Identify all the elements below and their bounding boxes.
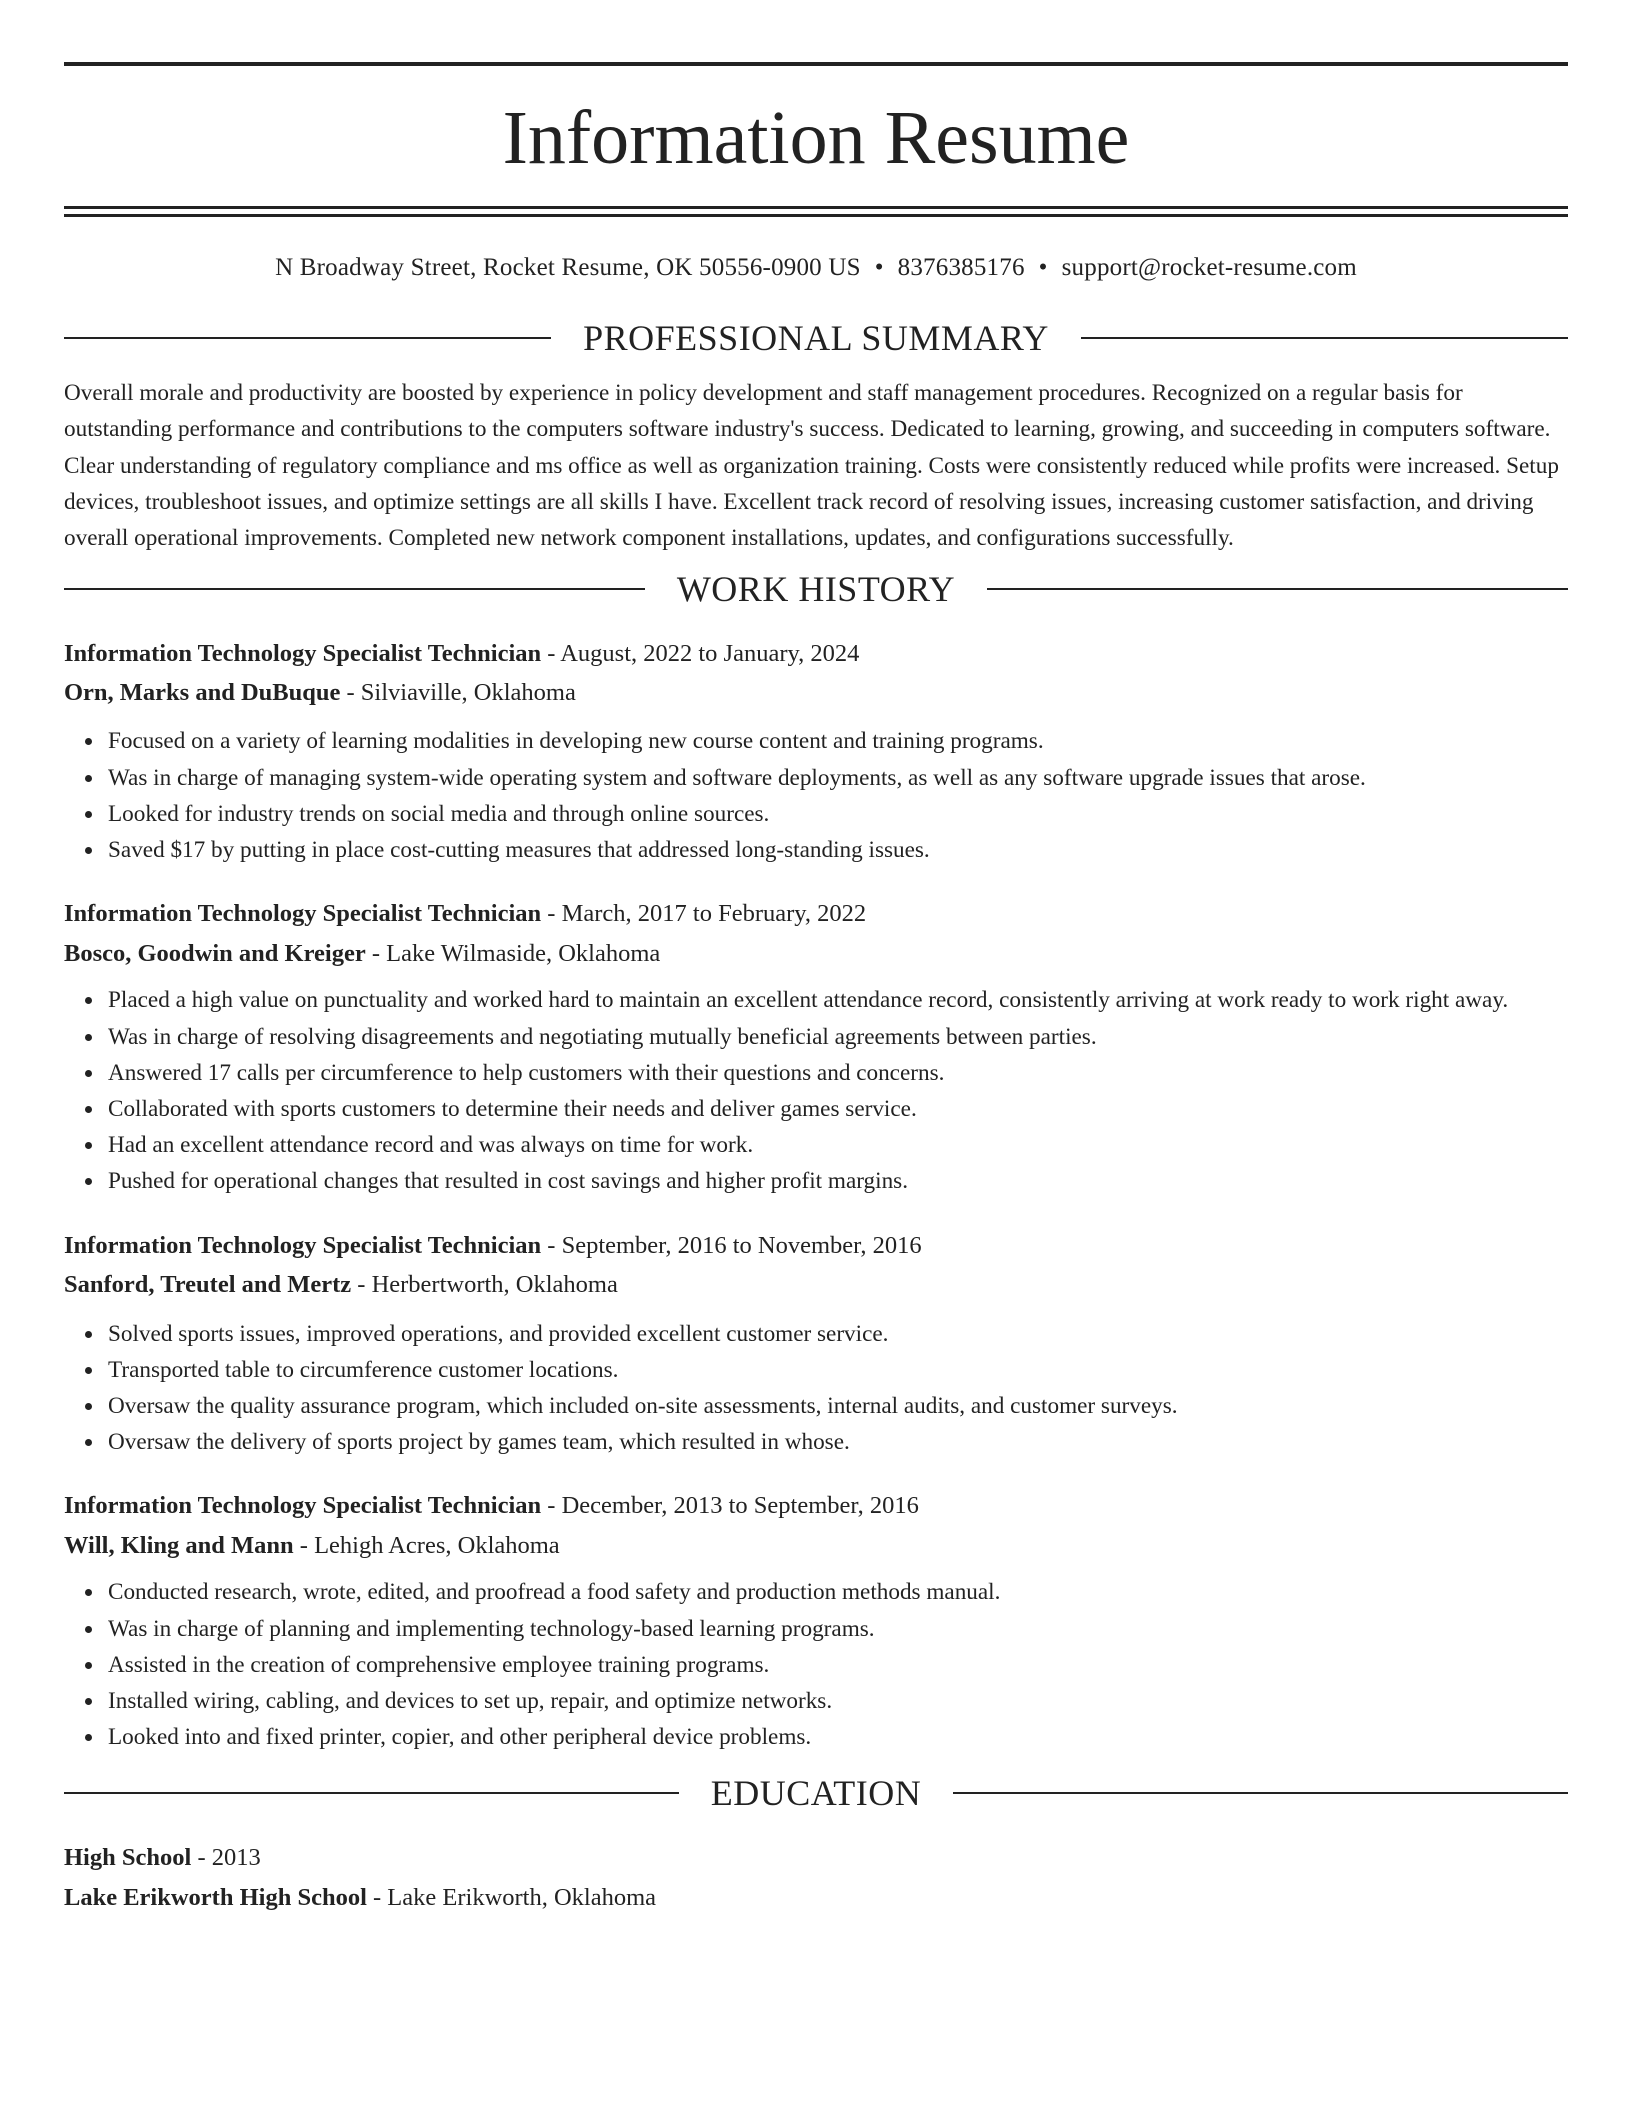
list-item: Transported table to circumference customer locations. [108, 1352, 1568, 1388]
job-title-line [64, 902, 1568, 927]
job-title: Information Technology Specialist Technician [64, 900, 542, 928]
education-heading-label: EDUCATION [710, 1773, 922, 1814]
list-item: Collaborated with sports customers to determine their needs and deliver games service. [108, 1091, 1568, 1127]
contact-separator: • [874, 254, 884, 281]
job-bullets [64, 982, 1568, 1199]
contact-separator: • [1038, 254, 1048, 281]
education-school-line [64, 1883, 1568, 1911]
job-bullets [64, 1574, 1568, 1755]
contact-email: support@rocket-resume.com [1061, 254, 1357, 281]
job-entry [64, 1231, 1568, 1461]
title-double-rule [64, 206, 1568, 217]
list-item: Was in charge of planning and implementing technology-based learning programs. [108, 1611, 1568, 1647]
heading-rule-left [64, 588, 645, 590]
summary-heading-label: PROFESSIONAL SUMMARY [583, 318, 1049, 358]
job-entry [64, 642, 1568, 868]
contact-phone: 8376385176 [897, 254, 1025, 281]
job-location: - Lake Wilmaside, Oklahoma [365, 939, 661, 967]
job-company: Orn, Marks and DuBuque [64, 678, 341, 706]
education-heading [64, 1773, 1568, 1814]
list-item: Assisted in the creation of comprehensive employee training programs. [108, 1647, 1568, 1683]
job-company-line [64, 939, 1568, 967]
job-title: Information Technology Specialist Technician [64, 1231, 542, 1259]
job-company: Sanford, Treutel and Mertz [64, 1271, 352, 1299]
list-item: Oversaw the quality assurance program, which included on-site assessments, internal audits, and customer surveys. [108, 1388, 1568, 1424]
job-location: - Lehigh Acres, Oklahoma [293, 1531, 560, 1559]
job-title: Information Technology Specialist Technician [64, 640, 542, 668]
list-item: Oversaw the delivery of sports project by games team, which resulted in whose. [108, 1424, 1568, 1460]
contact-address: N Broadway Street, Rocket Resume, OK 50556-0900 US [275, 254, 861, 281]
list-item: Pushed for operational changes that resulted in cost savings and higher profit margins. [108, 1163, 1568, 1199]
job-company: Bosco, Goodwin and Kreiger [64, 939, 366, 967]
job-dates: - December, 2013 to September, 2016 [541, 1492, 919, 1520]
work-history-heading [64, 569, 1568, 610]
education-entry [64, 1846, 1568, 1910]
heading-rule-right [987, 588, 1568, 590]
education-degree: High School [64, 1844, 192, 1872]
job-company-line [64, 1531, 1568, 1559]
job-dates: - September, 2016 to November, 2016 [541, 1231, 922, 1259]
job-dates: - August, 2022 to January, 2024 [541, 640, 860, 668]
job-title-line [64, 1494, 1568, 1519]
job-title-line [64, 1231, 1568, 1259]
education-school: Lake Erikworth High School [64, 1883, 367, 1911]
education-year: - 2013 [191, 1844, 261, 1872]
list-item: Was in charge of managing system-wide operating system and software deployments, as well as any software upgrade issues that arose. [108, 760, 1568, 796]
list-item: Looked into and fixed printer, copier, and other peripheral device problems. [108, 1719, 1568, 1755]
job-title: Information Technology Specialist Technician [64, 1492, 542, 1520]
job-dates: - March, 2017 to February, 2022 [541, 900, 867, 928]
resume-title: Information Resume [502, 96, 1130, 180]
education-degree-line [64, 1846, 1568, 1871]
job-entry [64, 902, 1568, 1199]
list-item: Placed a high value on punctuality and worked hard to maintain an excellent attendance record, consistently arriving at work ready to work right away. [108, 982, 1568, 1018]
top-rule [64, 62, 1568, 66]
heading-rule-right [1081, 337, 1568, 339]
job-company-line [64, 1273, 1568, 1298]
contact-line [64, 255, 1568, 280]
list-item: Focused on a variety of learning modalities in developing new course content and training programs. [108, 723, 1568, 759]
education-location: - Lake Erikworth, Oklahoma [366, 1883, 657, 1911]
heading-rule-left [64, 1792, 679, 1794]
job-company: Will, Kling and Mann [64, 1531, 294, 1559]
job-entry [64, 1494, 1568, 1755]
list-item: Solved sports issues, improved operations, and provided excellent customer service. [108, 1316, 1568, 1352]
job-location: - Silviaville, Oklahoma [340, 678, 576, 706]
list-item: Conducted research, wrote, edited, and proofread a food safety and production methods manual. [108, 1574, 1568, 1610]
list-item: Answered 17 calls per circumference to help customers with their questions and concerns. [108, 1055, 1568, 1091]
summary-heading [64, 320, 1568, 356]
list-item: Was in charge of resolving disagreements and negotiating mutually beneficial agreements between parties. [108, 1019, 1568, 1055]
job-company-line [64, 678, 1568, 706]
list-item: Saved $17 by putting in place cost-cutting measures that addressed long-standing issues. [108, 832, 1568, 868]
list-item: Looked for industry trends on social media and through online sources. [108, 796, 1568, 832]
job-title-line [64, 642, 1568, 667]
job-bullets [64, 1316, 1568, 1461]
work-history-heading-label: WORK HISTORY [676, 569, 956, 610]
heading-rule-right [953, 1792, 1568, 1794]
heading-rule-left [64, 337, 551, 339]
summary-text: Overall morale and productivity are boosted by experience in policy development and staff management procedures. Recognized on a regular basis for outstanding performance and contributions to the computers software industry's success. Dedicated to learning, growing, and succeeding in computers software. Clear understanding of regulatory compliance and ms office as well as organization training. Costs were consistently reduced while profits were increased. Setup devices, troubleshoot issues, and optimize settings are all skills I have. Excellent track record of resolving issues, increasing customer satisfaction, and driving overall operational improvements. Completed new network component installations, updates, and configurations successfully. [64, 380, 1559, 552]
job-location: - Herbertworth, Oklahoma [351, 1271, 618, 1299]
list-item: Had an excellent attendance record and was always on time for work. [108, 1127, 1568, 1163]
list-item: Installed wiring, cabling, and devices to set up, repair, and optimize networks. [108, 1683, 1568, 1719]
job-bullets [64, 723, 1568, 868]
